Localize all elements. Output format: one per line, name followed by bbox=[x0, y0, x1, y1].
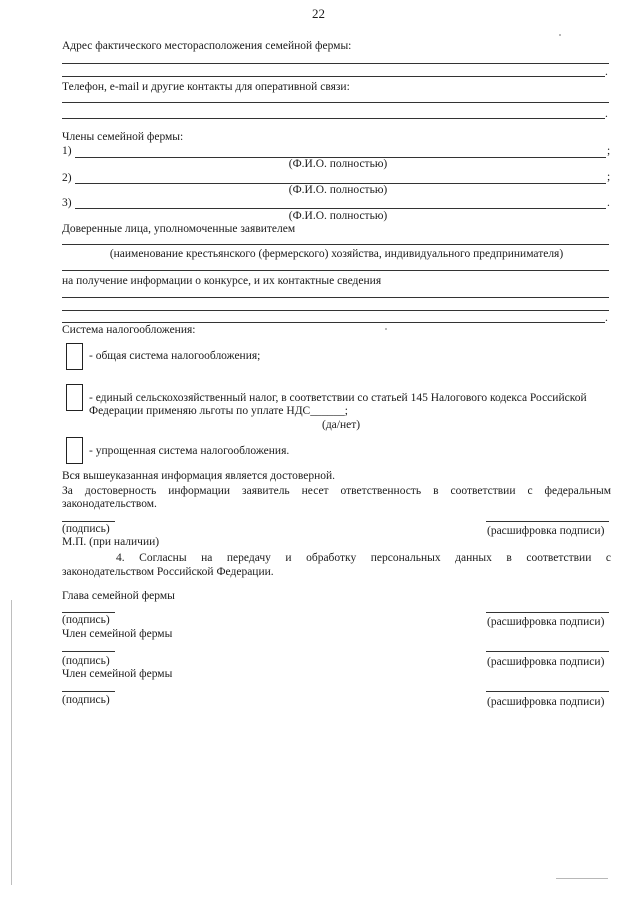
contacts-line-1[interactable] bbox=[62, 102, 609, 103]
trustees-name-line[interactable] bbox=[62, 244, 609, 245]
head-decode-line[interactable] bbox=[486, 612, 609, 613]
member-sign-1-caption: (подпись) bbox=[62, 655, 110, 667]
trustees-line-1[interactable] bbox=[62, 297, 609, 298]
member-2-end-mark: ; bbox=[607, 171, 611, 183]
member-decode-1-caption: (расшифровка подписи) bbox=[487, 656, 605, 668]
member-sign-2-line[interactable] bbox=[62, 691, 115, 692]
tax-eshn-checkbox[interactable] bbox=[66, 384, 83, 411]
applicant-sign-line[interactable] bbox=[62, 521, 115, 522]
trustees-label: Доверенные лица, уполномоченные заявителем bbox=[62, 223, 296, 235]
tax-simplified-checkbox[interactable] bbox=[66, 437, 83, 464]
member-1-caption: (Ф.И.О. полностью) bbox=[288, 158, 388, 170]
head-label: Глава семейной фермы bbox=[62, 590, 175, 602]
trustees-line-2[interactable] bbox=[62, 310, 609, 311]
tax-general-label: - общая система налогообложения; bbox=[89, 350, 261, 362]
member-decode-2-line[interactable] bbox=[486, 691, 609, 692]
member-2-number: 2) bbox=[62, 172, 72, 184]
trustees-caption-line bbox=[62, 270, 609, 271]
contacts-label: Телефон, e-mail и другие контакты для оперативной связи: bbox=[62, 81, 350, 93]
declaration-line-2: За достоверность информации заявитель несет ответственность в соответствии с федеральным bbox=[62, 485, 611, 497]
applicant-sign-caption: (подпись) bbox=[62, 523, 110, 535]
member-3-line[interactable] bbox=[75, 208, 606, 209]
address-line-1[interactable] bbox=[62, 63, 609, 64]
member-sign-2-caption: (подпись) bbox=[62, 694, 110, 706]
scan-edge-line bbox=[11, 600, 12, 885]
members-label: Члены семейной фермы: bbox=[62, 131, 184, 143]
consent-line-2: законодательством Российской Федерации. bbox=[62, 566, 274, 578]
stamp-label: М.П. (при наличии) bbox=[62, 536, 160, 548]
declaration-line-1: Вся вышеуказанная информация является достоверной. bbox=[62, 470, 336, 482]
tax-general-checkbox[interactable] bbox=[66, 343, 83, 370]
member-3-number: 3) bbox=[62, 197, 72, 209]
member-1-number: 1) bbox=[62, 145, 72, 157]
member-3-end-mark: . bbox=[607, 197, 610, 209]
head-sign-caption: (подпись) bbox=[62, 614, 110, 626]
consent-line-1: 4. Согласны на передачу и обработку персональных данных в соответствии с bbox=[116, 552, 611, 564]
tax-eshn-caption: (да/нет) bbox=[322, 419, 361, 431]
head-decode-caption: (расшифровка подписи) bbox=[487, 616, 605, 628]
scan-speck bbox=[559, 34, 561, 36]
contacts-end-mark: . bbox=[605, 108, 608, 120]
member-decode-1-line[interactable] bbox=[486, 651, 609, 652]
member-2-caption: (Ф.И.О. полностью) bbox=[288, 184, 388, 196]
address-label: Адрес фактического месторасположения семейной фермы: bbox=[62, 40, 352, 52]
member-sign-2-label: Член семейной фермы bbox=[62, 668, 173, 680]
tax-label: Система налогообложения: bbox=[62, 324, 196, 336]
scan-bottom-mark bbox=[556, 878, 608, 879]
page-number: 22 bbox=[312, 6, 325, 21]
head-sign-line[interactable] bbox=[62, 612, 115, 613]
trustees-purpose: на получение информации о конкурсе, и их контактные сведения bbox=[62, 275, 382, 287]
declaration-line-3: законодательством. bbox=[62, 498, 157, 510]
member-sign-1-label: Член семейной фермы bbox=[62, 628, 173, 640]
address-end-mark: . bbox=[605, 66, 608, 78]
trustees-end-mark: . bbox=[605, 312, 608, 324]
member-1-end-mark: ; bbox=[607, 145, 611, 157]
member-sign-1-line[interactable] bbox=[62, 651, 115, 652]
applicant-decode-line[interactable] bbox=[486, 521, 609, 522]
scan-speck bbox=[385, 328, 387, 330]
applicant-decode-caption: (расшифровка подписи) bbox=[487, 525, 605, 537]
address-line-2[interactable] bbox=[62, 76, 605, 77]
member-decode-2-caption: (расшифровка подписи) bbox=[487, 696, 605, 708]
tax-eshn-label-1: - единый сельскохозяйственный налог, в соответствии со статьей 145 Налогового кодекса Российской bbox=[89, 392, 587, 404]
member-3-caption: (Ф.И.О. полностью) bbox=[288, 210, 388, 222]
contacts-line-2[interactable] bbox=[62, 118, 605, 119]
trustees-line-3[interactable] bbox=[62, 322, 605, 323]
tax-eshn-label-2: Федерации применяю льготы по уплате НДС______; bbox=[89, 405, 348, 417]
tax-simplified-label: - упрощенная система налогообложения. bbox=[89, 445, 290, 457]
trustees-caption: (наименование крестьянского (фермерского) хозяйства, индивидуального предпринимателя) bbox=[109, 248, 564, 260]
